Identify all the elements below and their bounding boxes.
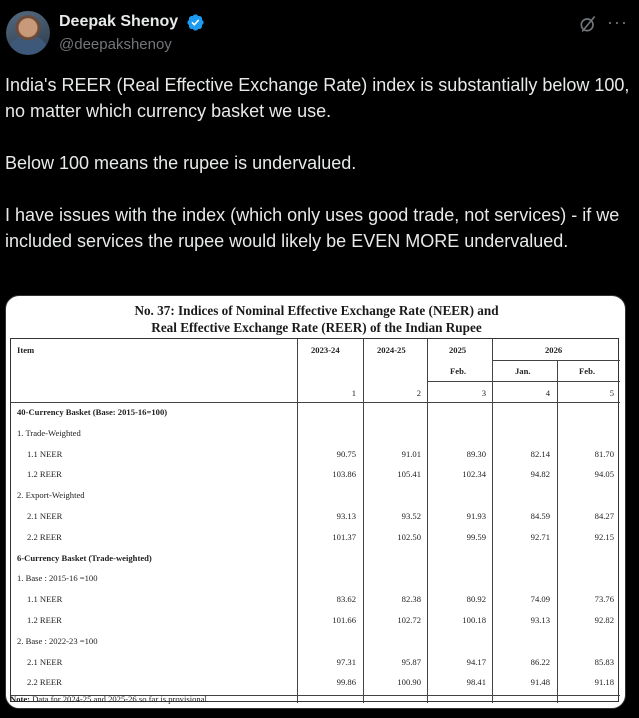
tweet-media-image[interactable] bbox=[5, 295, 626, 709]
row-label: 1.1 NEER bbox=[27, 594, 63, 605]
avatar[interactable] bbox=[6, 11, 50, 55]
table-cell: 86.22 bbox=[530, 656, 550, 667]
header-col3: 2025 bbox=[449, 345, 467, 355]
table-cell: 84.27 bbox=[594, 511, 614, 521]
more-options-icon[interactable]: ··· bbox=[607, 12, 628, 32]
table-cell: 100.90 bbox=[397, 677, 421, 688]
table-cell: 82.14 bbox=[530, 448, 550, 459]
row-label: 2.1 NEER bbox=[27, 511, 63, 521]
header-num: 2 bbox=[416, 388, 421, 398]
header-col4-sub: Jan. bbox=[515, 366, 531, 376]
row-label: 1. Base : 2015-16 =100 bbox=[17, 573, 98, 584]
verified-badge-icon bbox=[186, 13, 205, 32]
table-cell: 90.75 bbox=[336, 448, 356, 459]
row-label: 1.1 NEER bbox=[27, 448, 63, 459]
table-cell: 102.34 bbox=[462, 469, 486, 480]
data-table bbox=[10, 338, 619, 702]
table-cell: 91.48 bbox=[530, 677, 550, 688]
row-label: 2.2 REER bbox=[27, 677, 62, 688]
table-cell: 92.71 bbox=[530, 531, 550, 542]
row-label: 40-Currency Basket (Base: 2015-16=100) bbox=[17, 407, 168, 417]
table-cell: 93.13 bbox=[336, 511, 356, 521]
header-item: Item bbox=[17, 345, 35, 355]
header-rule bbox=[11, 402, 620, 403]
table-cell: 91.93 bbox=[466, 511, 486, 521]
table-cell: 102.50 bbox=[397, 531, 421, 542]
column-rule bbox=[557, 360, 558, 703]
header-rule bbox=[492, 360, 620, 361]
header-num: 3 bbox=[481, 388, 486, 398]
row-label: 1.2 REER bbox=[27, 615, 62, 625]
table-cell: 92.82 bbox=[594, 615, 614, 625]
table-title-line2: Real Effective Exchange Rate (REER) of the Indian Rupee bbox=[151, 320, 482, 335]
column-rule bbox=[363, 339, 364, 703]
row-label: 2.2 REER bbox=[27, 531, 62, 542]
header-col45: 2026 bbox=[545, 345, 563, 355]
table-cell: 97.31 bbox=[336, 656, 356, 667]
table-cell: 101.66 bbox=[332, 615, 356, 625]
tweet-text bbox=[5, 72, 630, 254]
header-rule bbox=[427, 381, 620, 382]
table-cell: 82.38 bbox=[401, 594, 421, 605]
table-cell: 89.30 bbox=[466, 448, 486, 459]
table-cell: 84.59 bbox=[530, 511, 550, 521]
table-title bbox=[6, 302, 626, 336]
header-col2: 2024-25 bbox=[377, 345, 406, 355]
row-label: 2. Base : 2022-23 =100 bbox=[17, 635, 98, 646]
table-cell: 80.92 bbox=[466, 594, 486, 605]
table-cell: 102.72 bbox=[397, 615, 421, 625]
table-cell: 81.70 bbox=[594, 448, 614, 459]
table-cell: 91.01 bbox=[401, 448, 421, 459]
tweet-paragraph: India's REER (Real Effective Exchange Rate) index is substantially below 100, no matter which currency basket we use. bbox=[5, 75, 630, 121]
table-cell: 93.13 bbox=[530, 615, 550, 625]
column-rule bbox=[492, 339, 493, 703]
column-rule bbox=[427, 339, 428, 703]
table-cell: 91.18 bbox=[594, 677, 614, 688]
author-name[interactable]: Deepak Shenoy bbox=[59, 13, 179, 30]
table-cell: 94.05 bbox=[594, 469, 614, 480]
column-rule bbox=[297, 339, 298, 703]
table-cell: 83.62 bbox=[336, 594, 356, 605]
row-label: 1.2 REER bbox=[27, 469, 62, 480]
header-col5-sub: Feb. bbox=[579, 366, 595, 376]
row-label: 1. Trade-Weighted bbox=[17, 427, 81, 438]
table-cell: 74.09 bbox=[530, 594, 550, 605]
table-note bbox=[10, 694, 209, 704]
table-cell: 103.86 bbox=[332, 469, 356, 480]
note-text: Data for 2024-25 and 2025-26 so far is provisional. bbox=[30, 694, 210, 704]
tweet-paragraph: Below 100 means the rupee is undervalued. bbox=[5, 153, 357, 173]
table-cell: 73.76 bbox=[594, 594, 614, 605]
table-cell: 101.37 bbox=[332, 531, 356, 542]
table-cell: 100.18 bbox=[462, 615, 486, 625]
table-title-line1: No. 37: Indices of Nominal Effective Exchange Rate (NEER) and bbox=[134, 303, 499, 318]
row-label: 6-Currency Basket (Trade-weighted) bbox=[17, 552, 152, 563]
table-cell: 92.15 bbox=[594, 531, 614, 542]
header-num: 5 bbox=[609, 388, 614, 398]
header-num: 1 bbox=[351, 388, 356, 398]
table-cell: 94.17 bbox=[466, 656, 486, 667]
table-cell: 99.59 bbox=[466, 531, 486, 542]
header-col3-sub: Feb. bbox=[450, 366, 466, 376]
author-handle[interactable]: @deepakshenoy bbox=[59, 36, 172, 53]
table-cell: 85.83 bbox=[594, 656, 614, 667]
header-num: 4 bbox=[545, 388, 550, 398]
table-cell: 98.41 bbox=[466, 677, 486, 688]
row-label: 2.1 NEER bbox=[27, 656, 63, 667]
header-col1: 2023-24 bbox=[311, 345, 340, 355]
note-label: Note: bbox=[10, 694, 31, 704]
grok-icon[interactable] bbox=[578, 14, 598, 34]
table-cell: 94.82 bbox=[530, 469, 550, 480]
table-cell: 105.41 bbox=[397, 469, 421, 480]
tweet-header bbox=[0, 0, 639, 66]
row-label: 2. Export-Weighted bbox=[17, 490, 85, 501]
table-cell: 99.86 bbox=[336, 677, 356, 688]
table-cell: 93.52 bbox=[401, 511, 421, 521]
table-cell: 95.87 bbox=[401, 656, 421, 667]
tweet-paragraph: I have issues with the index (which only uses good trade, not services) - if we included services the rupee would likely be EVEN MORE undervalued. bbox=[5, 205, 620, 251]
